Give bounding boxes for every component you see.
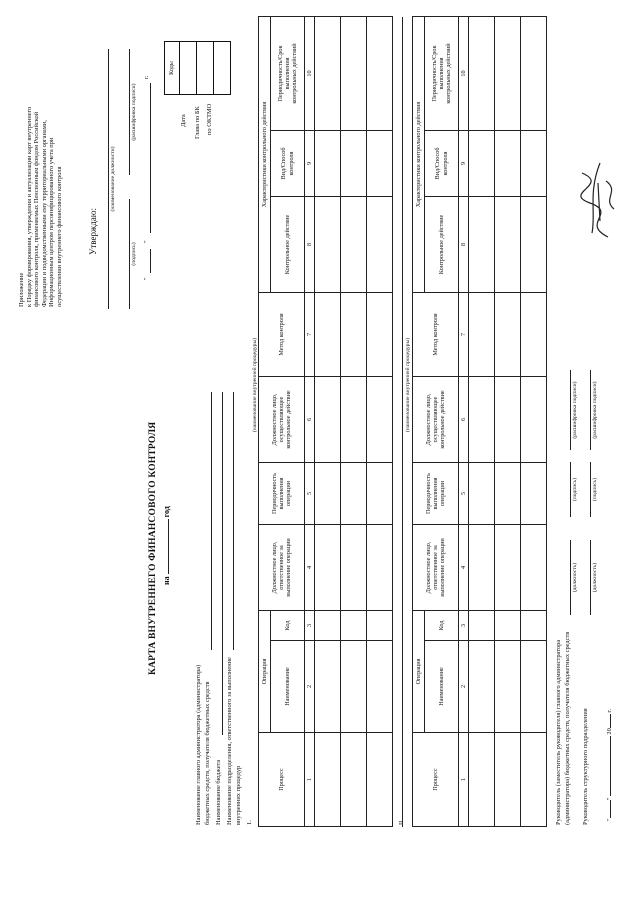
col-number: 5 xyxy=(305,463,315,525)
codes-table xyxy=(164,41,231,95)
org-line-1: Наименование главного администратора (администратора) xyxy=(195,664,202,825)
codes-oktmo-cell xyxy=(214,42,231,95)
th-resp-person: Должностное лицо, ответственное за выполнение операции xyxy=(413,525,459,611)
handwritten-signature xyxy=(570,153,626,243)
footer-head-decoding-caption: (расшифровка подписи) xyxy=(572,381,578,439)
col-number: 2 xyxy=(305,641,315,733)
table-row xyxy=(521,16,547,826)
procedure-line-2 xyxy=(402,17,403,827)
col-number: 3 xyxy=(459,611,469,641)
control-table-2 xyxy=(412,16,547,827)
footer-head-position-line xyxy=(570,540,571,615)
col-number: 10 xyxy=(459,16,469,130)
approve-signature-line xyxy=(129,199,130,309)
appendix-line: Приложение xyxy=(18,272,25,307)
th-method: Метод контроля xyxy=(413,293,459,377)
th-process: Процесс xyxy=(259,733,305,827)
footer-unit-position-caption: (должность) xyxy=(592,562,598,593)
org-line-3: Наименование бюджета xyxy=(215,759,222,825)
footer-head-line-2: (администратора) бюджетных средств, получателя бюджетных средств xyxy=(564,631,571,825)
approve-decoding-caption: (расшифровка подписи) xyxy=(131,83,137,141)
appendix-line: Федерации и подведомственными ему территориальными органами, xyxy=(40,120,48,307)
th-kind: Вид/Способ контроля xyxy=(425,131,459,197)
th-control-action: Контрольное действие xyxy=(425,197,459,293)
th-resp-person: Должностное лицо, ответственное за выполнение операции xyxy=(259,525,305,611)
budget-name-field xyxy=(222,392,223,735)
approve-position-line xyxy=(108,49,109,309)
appendix-block xyxy=(18,107,63,307)
approve-title: Утверждаю: xyxy=(88,207,98,255)
th-operation: Операция xyxy=(413,611,425,733)
org-line-5: внутренних процедур xyxy=(235,765,242,825)
table-row xyxy=(315,16,341,826)
table-row xyxy=(469,16,495,826)
th-control-person: Должностное лицо, осуществляющее контрольное действие xyxy=(413,377,459,463)
appendix-line: финансового контроля, применяемых Пенсионным фондом Российской xyxy=(33,111,41,307)
section-number-2: II. xyxy=(398,819,405,825)
th-kind: Вид/Способ контроля xyxy=(271,131,305,197)
th-periodicity: Периодичность выполнения операции xyxy=(259,463,305,525)
control-table-1 xyxy=(258,16,393,827)
col-number: 7 xyxy=(305,293,315,377)
col-number: 5 xyxy=(459,463,469,525)
org-name-field xyxy=(211,392,212,650)
th-term: Периодичность/Срок выполнения контрольных действий xyxy=(425,16,459,130)
col-number: 3 xyxy=(305,611,315,641)
codes-header: Коды xyxy=(165,42,180,95)
col-number: 4 xyxy=(459,525,469,611)
th-method: Метод контроля xyxy=(259,293,305,377)
col-number: 6 xyxy=(459,377,469,463)
footer-head-signature-caption: (подпись) xyxy=(572,477,578,502)
th-name: Наименование xyxy=(271,641,305,733)
approve-signature-caption: (подпись) xyxy=(131,242,137,266)
codes-oktmo-label: по ОКТМО xyxy=(206,103,213,135)
col-number: 1 xyxy=(305,733,315,827)
th-code: Код xyxy=(271,611,305,641)
col-number: 2 xyxy=(459,641,469,733)
footer-unit-decoding-line xyxy=(590,370,591,450)
th-operation: Операция xyxy=(259,611,271,733)
col-number: 10 xyxy=(305,16,315,130)
th-control-action: Контрольное действие xyxy=(271,197,305,293)
codes-glava-cell xyxy=(197,42,214,95)
footer-head-decoding-line xyxy=(570,370,571,450)
footer-date: "" 20 г. xyxy=(606,709,613,821)
appendix-line: к Порядку формирования, утверждения и актуализации карт внутреннего xyxy=(25,106,33,307)
th-name: Наименование xyxy=(425,641,459,733)
footer-unit-decoding-caption: (расшифровка подписи) xyxy=(592,381,598,439)
footer-head-signature-line xyxy=(570,462,571,517)
table-row xyxy=(367,16,393,826)
footer-unit-signature-caption: (подпись) xyxy=(592,477,598,502)
table-row xyxy=(341,16,367,826)
th-code: Код xyxy=(425,611,459,641)
approve-position-caption: (наименование должности) xyxy=(110,146,116,212)
approve-year-suffix: г. xyxy=(143,75,150,79)
th-control-person: Должностное лицо, осуществляющее контрольное действие xyxy=(259,377,305,463)
appendix-line: осуществлении внутреннего финансового контроля xyxy=(55,166,63,307)
col-number: 9 xyxy=(459,131,469,197)
document-title: КАРТА ВНУТРЕННЕГО ФИНАНСОВОГО КОНТРОЛЯ xyxy=(148,421,158,675)
period-prefix: на xyxy=(162,576,171,585)
col-number: 9 xyxy=(305,131,315,197)
unit-name-field xyxy=(233,392,234,650)
codes-glava-label: Глава по БК xyxy=(194,106,201,139)
col-number: 7 xyxy=(459,293,469,377)
th-term: Периодичность/Срок выполнения контрольных действий xyxy=(271,16,305,130)
col-number: 1 xyxy=(459,733,469,827)
approve-month-line xyxy=(150,83,151,233)
period-suffix: год xyxy=(162,506,171,518)
org-line-2: бюджетных средств, получателя бюджетных средств xyxy=(204,681,211,825)
col-number: 6 xyxy=(305,377,315,463)
col-number: 4 xyxy=(305,525,315,611)
approve-day-line xyxy=(150,249,151,273)
th-process: Процесс xyxy=(413,733,459,827)
th-control-char: Характеристики контрольного действия xyxy=(259,16,271,292)
procedure-caption-2: (наименование внутренней процедуры) xyxy=(405,337,411,433)
footer-unit-position-line xyxy=(590,540,591,615)
th-control-char: Характеристики контрольного действия xyxy=(413,16,425,292)
col-number: 8 xyxy=(459,197,469,293)
approve-date-close-quote: " xyxy=(143,240,150,243)
section-number-1: 1. xyxy=(246,820,253,825)
approve-date-open-quote: " xyxy=(143,277,150,280)
appendix-line: Информационным центром персонифицированного учета при xyxy=(48,137,56,307)
footer-unit-head: Руководитель структурного подразделения xyxy=(582,708,589,825)
approve-decoding-line xyxy=(129,49,130,175)
th-periodicity: Периодичность выполнения операции xyxy=(413,463,459,525)
footer-unit-signature-line xyxy=(590,462,591,517)
codes-date-label: Дата xyxy=(180,114,187,127)
table-row xyxy=(495,16,521,826)
footer-head-position-caption: (должность) xyxy=(572,562,578,593)
col-number: 8 xyxy=(305,197,315,293)
footer-head-line-1: Руководитель (заместитель руководителя) главного администратора xyxy=(555,639,562,825)
procedure-caption-1: (наименование внутренней процедуры) xyxy=(252,337,258,433)
document-period xyxy=(162,506,171,585)
codes-date-cell xyxy=(180,42,197,95)
org-line-4: Наименование подразделения, ответственного за выполнение xyxy=(226,657,233,825)
